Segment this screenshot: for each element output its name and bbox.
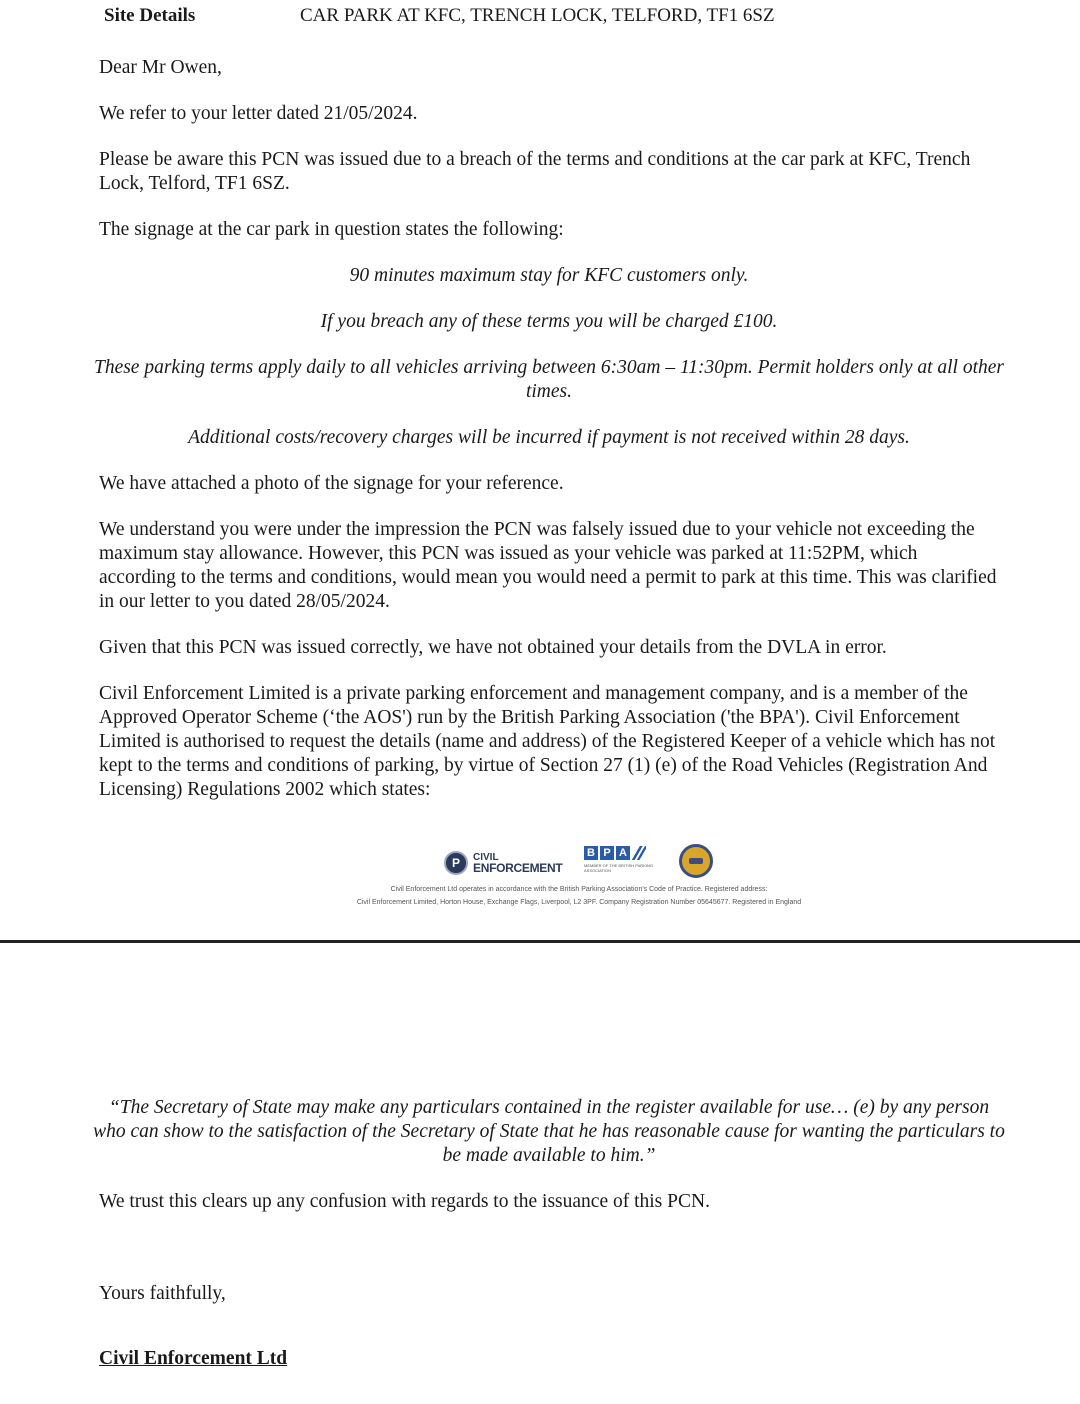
- signage-max-stay: 90 minutes maximum stay for KFC customers only.: [349, 265, 749, 286]
- bpa-letter-a: A: [616, 846, 630, 860]
- paragraph-signage-intro: The signage at the car park in question states the following:: [99, 219, 564, 240]
- letter-body: [93, 56, 1005, 824]
- footer-note-line1: Civil Enforcement Ltd operates in accordance with the British Parking Association's Code of Practice. Registered address:: [390, 886, 768, 893]
- bpa-logo: [584, 846, 656, 880]
- salutation: Dear Mr Owen,: [99, 57, 222, 78]
- site-details-value: CAR PARK AT KFC, TRENCH LOCK, TELFORD, TF1 6SZ: [300, 5, 775, 26]
- paragraph-closing: We trust this clears up any confusion with regards to the issuance of this PCN.: [99, 1191, 710, 1212]
- signage-charge: If you breach any of these terms you will be charged £100.: [320, 311, 778, 332]
- signoff-block: [99, 1282, 999, 1328]
- ce-wordmark-line2: ENFORCEMENT: [473, 861, 563, 875]
- signoff: Yours faithfully,: [99, 1283, 226, 1304]
- ce-wordmark-line1: CIVIL: [473, 852, 499, 863]
- paragraph-photo-attached: We have attached a photo of the signage for your reference.: [99, 473, 564, 494]
- bpa-subtitle: MEMBER OF THE BRITISH PARKING ASSOCIATION: [584, 863, 653, 873]
- signage-hours: These parking terms apply daily to all vehicles arriving between 6:30am – 11:30pm. Permit holders only at all other times.: [93, 357, 1005, 402]
- bpa-letter-p: P: [600, 846, 614, 860]
- page-divider: [0, 940, 1080, 943]
- regulation-quote: “The Secretary of State may make any particulars contained in the register available for use… (e) by any person who can show to the satisfaction of the Secretary of State that he has reasonable cause for wanting the particulars to be made available to him.”: [93, 1097, 1005, 1166]
- paragraph-letter-reference: We refer to your letter dated 21/05/2024.: [99, 103, 418, 124]
- page2-body: [93, 1096, 1005, 1236]
- bpa-stripes-icon: [632, 846, 646, 860]
- paragraph-dvla: Given that this PCN was issued correctly, we have not obtained your details from the DVLA in error.: [99, 637, 887, 658]
- bpa-letter-b: B: [584, 846, 598, 860]
- footer-note-line2: Civil Enforcement Limited, Horton House, Exchange Flags, Liverpool, L2 3PF. Company Registration Number 05645677. Registered in England: [356, 899, 802, 906]
- accreditation-seal-icon: [679, 844, 713, 878]
- paragraph-explanation: We understand you were under the impression the PCN was falsely issued due to your vehicle not exceeding the maximum stay allowance. However, this PCN was issued as your vehicle was parked at 11:52PM, which according to the terms and conditions, would mean you would need a permit to park at this time. This was clarified in our letter to you dated 28/05/2024.: [99, 519, 997, 612]
- paragraph-company-authority: Civil Enforcement Limited is a private parking enforcement and management company, and is a member of the Approved Operator Scheme (‘the AOS') run by the British Parking Association ('the BPA'). Civil Enforcement Limited is authorised to request the details (name and address) of the Registered Keeper of a vehicle which has not kept to the terms and conditions of parking, by virtue of Section 27 (1) (e) of the Road Vehicles (Registration And Licensing) Regulations 2002 which states:: [99, 683, 996, 800]
- signature: Civil Enforcement Ltd: [99, 1348, 288, 1369]
- site-details-row: [104, 4, 775, 28]
- site-details-label: Site Details: [104, 5, 196, 26]
- civil-enforcement-wordmark: [473, 852, 562, 874]
- paragraph-breach-notice: Please be aware this PCN was issued due to a breach of the terms and conditions at the car park at KFC, Trench Lock, Telford, TF1 6SZ.: [99, 149, 971, 194]
- letter-footer: [0, 832, 1080, 912]
- parking-p-icon: P: [444, 851, 468, 875]
- logo-row: [0, 838, 1080, 882]
- signage-additional-costs: Additional costs/recovery charges will be incurred if payment is not received within 28 days.: [188, 427, 910, 448]
- civil-enforcement-logo: [444, 850, 564, 878]
- bpa-letter-boxes: [584, 846, 656, 860]
